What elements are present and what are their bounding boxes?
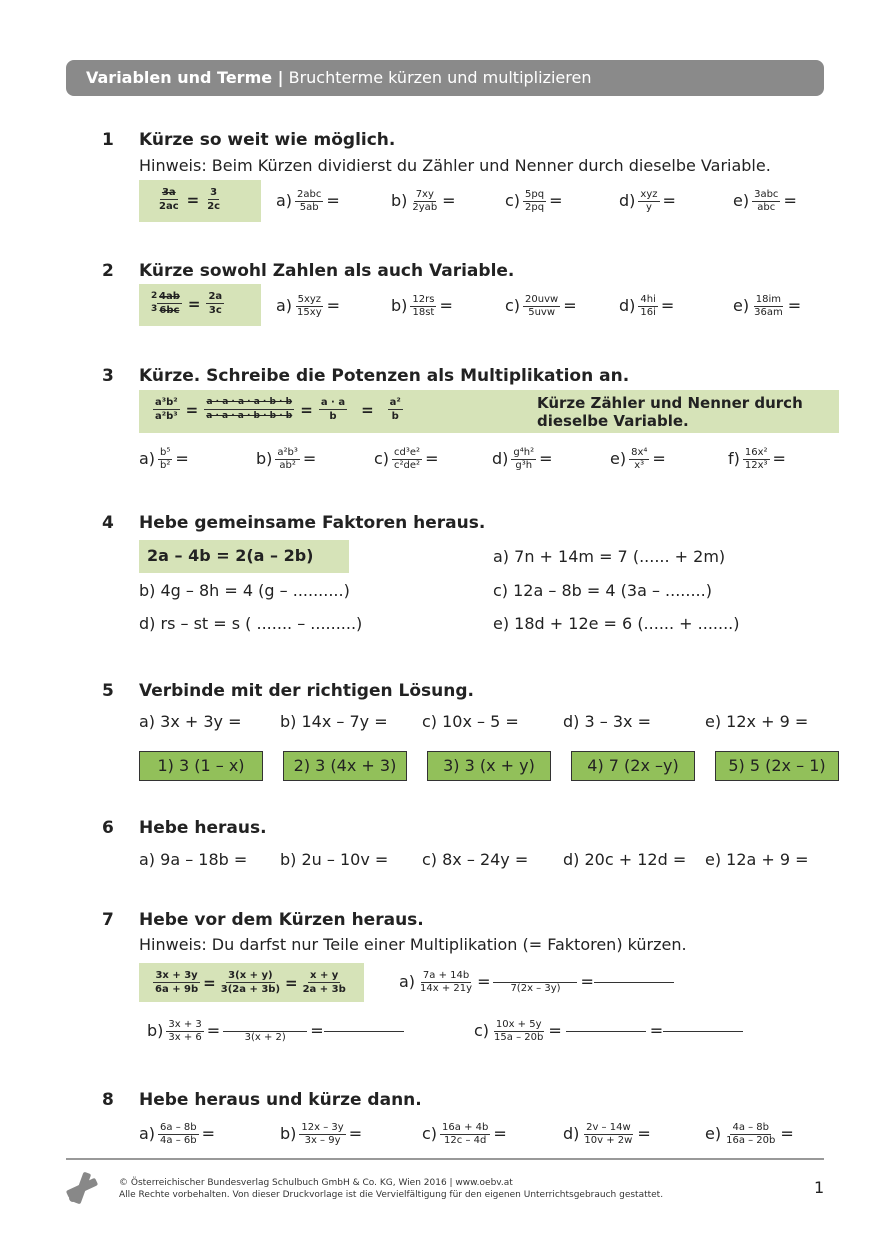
ex2-example-num2: 2a xyxy=(208,291,223,302)
ex3-example-den1: a²b³ xyxy=(155,411,178,422)
ex1-example-den2: 2c xyxy=(207,201,221,212)
ex3-number: 3 xyxy=(102,366,114,386)
ex1-item-a: a) 2abc 5ab = xyxy=(276,189,340,213)
ex4-title: Hebe gemeinsame Faktoren heraus. xyxy=(139,513,486,533)
ex3-item-c: c) $\frac{\text{cd³e²}}{\text{c²de²}}$ = xyxy=(374,447,439,471)
ex7-example-num2: 3(x + y) xyxy=(228,970,273,981)
ex2-example-num: 4ab xyxy=(159,291,180,302)
ex3-item-f: f) $\frac{\text{16x²}}{\text{12x³}}$ = xyxy=(728,447,786,471)
ex2-example-small2: 3 xyxy=(151,304,158,314)
ex6-number: 6 xyxy=(102,818,114,838)
ex8-item-e: e) $\frac{4a - 8b}{16a - 20b}$ = xyxy=(705,1122,794,1146)
ex7-example-num1: 3x + 3y xyxy=(155,970,198,981)
footer-rights: Alle Rechte vorbehalten. Von dieser Druckvorlage ist die Vervielfältigung für den eigenen Unterrichtsgebrauch gestattet. xyxy=(119,1190,664,1200)
ex3-example-num1: a³b² xyxy=(155,397,178,408)
ex2-example-box xyxy=(139,284,261,326)
ex3-example-box xyxy=(139,390,839,433)
ex3-example-eq1: = xyxy=(185,400,199,419)
ex2-item-d: d) $\frac{4hi}{16i}$ = xyxy=(619,294,675,318)
header-topic: Variablen und Terme | xyxy=(86,68,284,87)
ex3-example-den2: a · a · a · b · b · b xyxy=(206,411,293,421)
ex5-task-d: d) 3 – 3x = xyxy=(563,712,651,731)
ex7-example-den2: 3(2a + 3b) xyxy=(220,984,281,995)
ex7-title: Hebe vor dem Kürzen heraus. xyxy=(139,910,424,930)
ex3-tip: Kürze Zähler und Nenner durch dieselbe Variable. xyxy=(537,394,803,430)
ex5-answer-5[interactable]: 5) 5 (2x – 1) xyxy=(715,751,839,781)
ex4-item-e: e) 18d + 12e = 6 (...... + .......) xyxy=(493,614,740,633)
ex3-example-num3: a · a xyxy=(320,397,346,408)
ex2-item-e: e) $\frac{18im}{36am}$ = xyxy=(733,294,802,318)
ex5-answer-2[interactable]: 2) 3 (4x + 3) xyxy=(283,751,407,781)
ex6-task-d: d) 20c + 12d = xyxy=(563,850,687,869)
ex1-example-eq: = xyxy=(186,190,200,209)
ex2-example-den: 6bc xyxy=(159,305,180,316)
ex1-item-e: e) 3abc abc = xyxy=(733,189,797,213)
ex7-example-den3: 2a + 3b xyxy=(302,984,346,995)
ex5-task-a: a) 3x + 3y = xyxy=(139,712,242,731)
ex1-hint: Hinweis: Beim Kürzen dividierst du Zähler und Nenner durch dieselbe Variable. xyxy=(139,156,771,175)
ex7-number: 7 xyxy=(102,910,114,930)
ex2-number: 2 xyxy=(102,261,114,281)
ex4-item-b: b) 4g – 8h = 4 (g – ..........) xyxy=(139,581,350,600)
ex2-item-a: a) 5xyz 15xy = xyxy=(276,294,341,318)
ex2-example-den2: 3c xyxy=(208,305,222,316)
ex6-title: Hebe heraus. xyxy=(139,818,267,838)
ex4-number: 4 xyxy=(102,513,114,533)
ex7-example-eq1: = xyxy=(203,973,216,992)
page-header xyxy=(66,60,824,96)
ex4-item-a: a) 7n + 14m = 7 (...... + 2m) xyxy=(493,547,726,566)
ex6-task-a: a) 9a – 18b = xyxy=(139,850,248,869)
ex4-example: 2a – 4b = 2(a – 2b) xyxy=(147,546,314,565)
ex3-example-eq3: = xyxy=(361,400,374,419)
ex2-example-eq: = xyxy=(187,294,201,313)
ex5-task-b: b) 14x – 7y = xyxy=(280,712,388,731)
ex2-item-b: b) $\frac{12rs}{18st}$ = xyxy=(391,294,453,318)
ex5-answer-4[interactable]: 4) 7 (2x –y) xyxy=(571,751,695,781)
publisher-logo-icon xyxy=(64,1170,100,1206)
ex3-item-a: a) $\frac{\text{b⁵}}{\text{b²}}$ = xyxy=(139,447,189,471)
ex4-item-c: c) 12a – 8b = 4 (3a – ........) xyxy=(493,581,712,600)
ex7-example-eq2: = xyxy=(285,973,298,992)
ex3-example-eq2: = xyxy=(300,400,313,419)
ex7-item-a: a) $\frac{7a + 14b}{14x + 21y}$ = 7(2x – 3y) = xyxy=(399,970,674,995)
ex1-item-b: b) 7xy 2yab = xyxy=(391,189,456,213)
ex8-item-d: d) $\frac{2v - 14w}{10v + 2w}$ = xyxy=(563,1122,651,1146)
footer-copyright: © Österreichischer Bundesverlag Schulbuch GmbH & Co. KG, Wien 2016 | www.oebv.at xyxy=(119,1178,513,1188)
ex5-answer-3[interactable]: 3) 3 (x + y) xyxy=(427,751,551,781)
ex6-task-e: e) 12a + 9 = xyxy=(705,850,809,869)
ex2-title: Kürze sowohl Zahlen als auch Variable. xyxy=(139,261,515,281)
ex3-example-num4: a² xyxy=(389,397,401,408)
ex3-example-den3: b xyxy=(329,411,337,422)
ex8-title: Hebe heraus und kürze dann. xyxy=(139,1090,422,1110)
ex6-task-b: b) 2u – 10v = xyxy=(280,850,389,869)
ex5-answer-1[interactable]: 1) 3 (1 – x) xyxy=(139,751,263,781)
ex1-title: Kürze so weit wie möglich. xyxy=(139,130,396,150)
ex4-example-box xyxy=(139,540,349,573)
ex2-example-small1: 2 xyxy=(151,291,158,301)
ex6-task-c: c) 8x – 24y = xyxy=(422,850,529,869)
ex7-example-num3: x + y xyxy=(310,970,339,981)
ex3-example-num2: a · a · a · a · b · b xyxy=(204,396,294,410)
ex1-number: 1 xyxy=(102,130,114,150)
ex5-task-e: e) 12x + 9 = xyxy=(705,712,809,731)
footer-divider xyxy=(66,1158,824,1160)
ex5-task-c: c) 10x – 5 = xyxy=(422,712,519,731)
ex3-example-den4: b xyxy=(391,411,399,422)
ex8-item-b: b) $\frac{12x - 3y}{3x - 9y}$ = xyxy=(280,1122,363,1146)
ex7-item-c: c) $\frac{10x + 5y}{15a - 20b}$ = = xyxy=(474,1019,743,1044)
ex8-item-a: a) $\frac{6a - 8b}{4a - 6b}$ = xyxy=(139,1122,216,1146)
ex5-number: 5 xyxy=(102,681,114,701)
ex3-item-b: b) $\frac{\text{a²b³}}{\text{ab²}}$ = xyxy=(256,447,317,471)
ex8-number: 8 xyxy=(102,1090,114,1110)
ex1-example-box xyxy=(139,180,261,222)
ex3-item-e: e) $\frac{\text{8x⁴}}{\text{x³}}$ = xyxy=(610,447,666,471)
ex1-example-num: 3a xyxy=(161,187,176,198)
header-subtopic: Bruchterme kürzen und multiplizieren xyxy=(283,68,592,87)
ex8-item-c: c) $\frac{16a + 4b}{12c - 4d}$ = xyxy=(422,1122,507,1146)
ex7-hint: Hinweis: Du darfst nur Teile einer Multiplikation (= Faktoren) kürzen. xyxy=(139,935,687,954)
ex1-example-den: 2ac xyxy=(159,201,179,212)
ex1-item-c: c) $\frac{5pq}{2pq}$ = xyxy=(505,189,563,213)
page-number: 1 xyxy=(814,1178,825,1197)
ex7-example-box xyxy=(139,963,364,1002)
ex1-item-d: d) xyz y = xyxy=(619,189,676,213)
ex2-item-c: c) 20uvw 5uvw = xyxy=(505,294,577,318)
ex1-example-num2: 3 xyxy=(210,187,218,198)
ex5-title: Verbinde mit der richtigen Lösung. xyxy=(139,681,474,701)
ex7-item-b: b) $\frac{3x + 3}{3x + 6}$ = 3(x + 2) = xyxy=(147,1019,404,1044)
ex3-item-d: d) $\frac{\text{g⁴h²}}{\text{g³h}}$ = xyxy=(492,447,553,471)
ex4-item-d: d) rs – st = s ( ....... – .........) xyxy=(139,614,363,633)
ex3-title: Kürze. Schreibe die Potenzen als Multiplikation an. xyxy=(139,366,630,386)
ex7-example-den1: 6a + 9b xyxy=(155,984,199,995)
